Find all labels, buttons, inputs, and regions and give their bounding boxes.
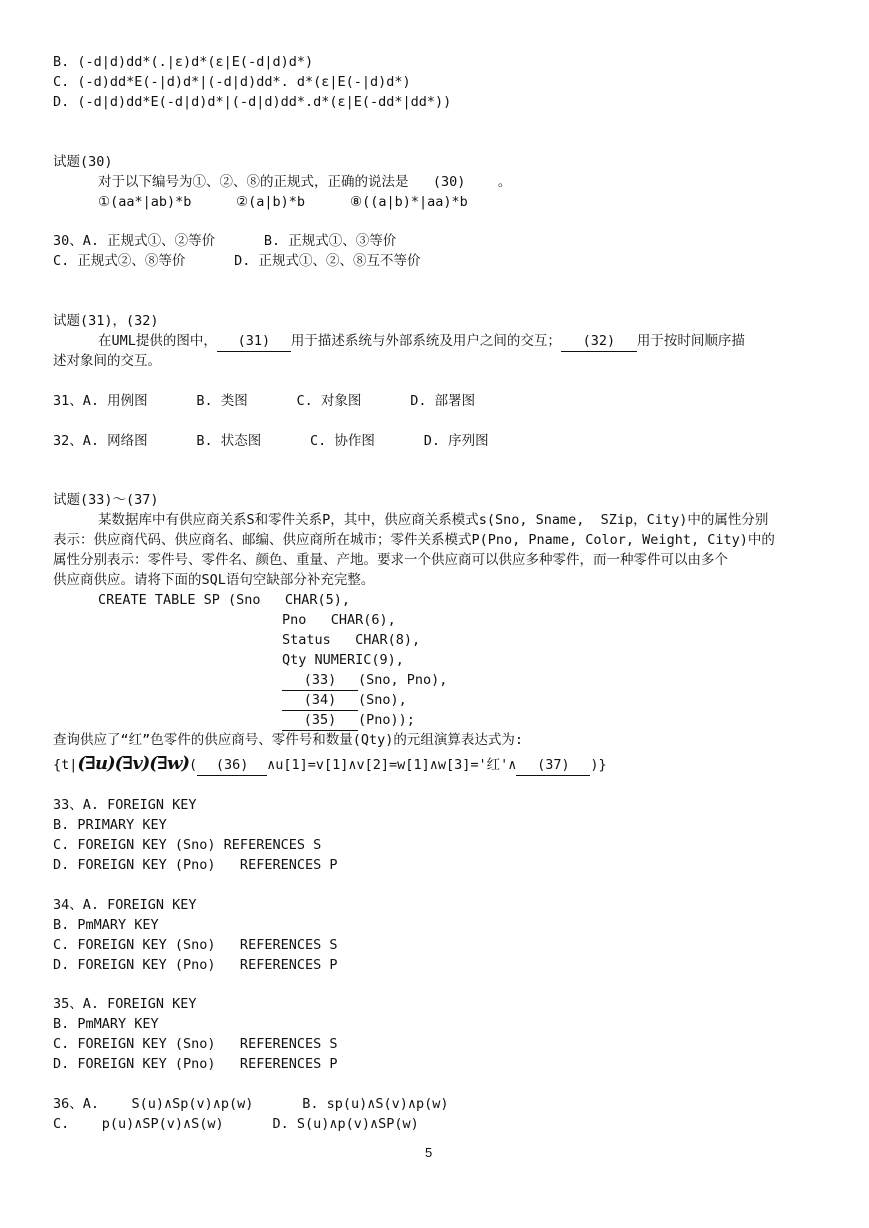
- q33-header: 试题(33)～(37): [53, 492, 159, 508]
- blank-32: (32): [561, 331, 637, 352]
- q30-expr3: ⑧((a|b)*|aa)*b: [350, 194, 468, 210]
- expr-open: (: [189, 757, 198, 773]
- q33-option-d: D. FOREIGN KEY (Pno) REFERENCES P: [53, 857, 338, 873]
- q34-option-d: D. FOREIGN KEY (Pno) REFERENCES P: [53, 957, 338, 973]
- q31-stem-line2: 述对象间的交互。: [53, 353, 161, 369]
- q35-option-c: C. FOREIGN KEY (Sno) REFERENCES S: [53, 1036, 338, 1052]
- q33-option-a: 33、A. FOREIGN KEY: [53, 797, 197, 813]
- sql-line-4: Qty NUMERIC(9),: [282, 652, 404, 668]
- q31-stem-pre: 在UML提供的图中，: [98, 333, 217, 349]
- sql-line-2: Pno CHAR(6),: [282, 612, 396, 628]
- blank-37: (37): [516, 755, 590, 776]
- q31-stem: [98, 331, 745, 352]
- q33-para-1: 某数据库中有供应商关系S和零件关系P，其中，供应商关系模式s(Sno, Sname, SZip，City)中的属性分别: [98, 512, 769, 528]
- q33-option-b: B. PRIMARY KEY: [53, 817, 167, 833]
- q31-stem-post: 用于按时间顺序描: [636, 333, 745, 349]
- q30-options-2: C. 正规式②、⑧等价 D. 正规式①、②、⑧互不等价: [53, 253, 421, 269]
- q35-option-a: 35、A. FOREIGN KEY: [53, 996, 197, 1012]
- blank-31: (31): [217, 331, 291, 352]
- page-number: 5: [425, 1145, 433, 1160]
- q34-option-a: 34、A. FOREIGN KEY: [53, 897, 197, 913]
- q35-option-b: B. PmMARY KEY: [53, 1016, 159, 1032]
- q30-expr2: ②(a|b)*b: [236, 194, 305, 210]
- q31-stem-mid: 用于描述系统与外部系统及用户之间的交互；: [290, 333, 561, 349]
- sql-line-6: [282, 690, 407, 711]
- q30-header: 试题(30): [53, 154, 113, 170]
- q33-para-2: 表示：供应商代码、供应商名、邮编、供应商所在城市；零件关系模式P(Pno, Pname, Color, Weight, City)中的: [53, 532, 775, 548]
- q32-options: 32、A. 网络图 B. 状态图 C. 协作图 D. 序列图: [53, 433, 489, 449]
- blank-34: (34): [282, 690, 358, 711]
- blank-36: (36): [197, 755, 267, 776]
- sql-line-3: Status CHAR(8),: [282, 632, 421, 648]
- q33-option-c: C. FOREIGN KEY (Sno) REFERENCES S: [53, 837, 322, 853]
- sql-line-6-rest: (Sno),: [358, 692, 407, 708]
- sql-line-7-rest: (Pno));: [358, 712, 415, 728]
- q30-options-1: 30、A. 正规式①、②等价 B. 正规式①、③等价: [53, 233, 397, 249]
- query-text: 查询供应了“红”色零件的供应商号、零件号和数量(Qty)的元组演算表达式为:: [53, 732, 524, 748]
- sql-line-5: [282, 670, 447, 691]
- sql-line-1: CREATE TABLE SP (Sno CHAR(5),: [98, 592, 350, 608]
- q30-expr1: ①(aa*|ab)*b: [98, 194, 192, 210]
- quantifier-image: (∃u)(∃v)(∃w): [77, 753, 189, 774]
- option-b-line: B. (-d|d)dd*(.|ε)d*(ε|E(-d|d)d*): [53, 54, 314, 70]
- q33-para-3: 属性分别表示：零件号、零件名、颜色、重量、产地。要求一个供应商可以供应多种零件，而一种零件可以由多个: [53, 552, 728, 568]
- q31-header: 试题(31)，(32): [53, 313, 159, 329]
- sql-line-7: [282, 710, 415, 731]
- q31-options: 31、A. 用例图 B. 类图 C. 对象图 D. 部署图: [53, 393, 476, 409]
- blank-35: (35): [282, 710, 358, 731]
- option-c-line: C. (-d)dd*E(-|d)d*|(-d|d)dd*. d*(ε|E(-|d)d*): [53, 74, 411, 90]
- q36-options-2: C. p(u)∧SP(v)∧S(w) D. S(u)∧p(v)∧SP(w): [53, 1116, 419, 1132]
- expr-end: )}: [590, 757, 607, 773]
- option-d-line: D. (-d|d)dd*E(-d|d)d*|(-d|d)dd*.d*(ε|E(-dd*|dd*)): [53, 94, 452, 110]
- tuple-expression: [53, 754, 607, 776]
- q36-options-1: 36、A. S(u)∧Sp(v)∧p(w) B. sp(u)∧S(v)∧p(w): [53, 1096, 449, 1112]
- sql-line-5-rest: (Sno, Pno),: [358, 672, 448, 688]
- blank-33: (33): [282, 670, 358, 691]
- q33-para-4: 供应商供应。请将下面的SQL语句空缺部分补充完整。: [53, 572, 375, 588]
- q34-option-b: B. PmMARY KEY: [53, 917, 159, 933]
- q30-stem: 对于以下编号为①、②、⑧的正规式，正确的说法是 (30) 。: [98, 174, 512, 190]
- expr-mid: ∧u[1]=v[1]∧v[2]=w[1]∧w[3]='红'∧: [267, 757, 517, 773]
- q34-option-c: C. FOREIGN KEY (Sno) REFERENCES S: [53, 937, 338, 953]
- expr-pre: {t|: [53, 757, 78, 773]
- q35-option-d: D. FOREIGN KEY (Pno) REFERENCES P: [53, 1056, 338, 1072]
